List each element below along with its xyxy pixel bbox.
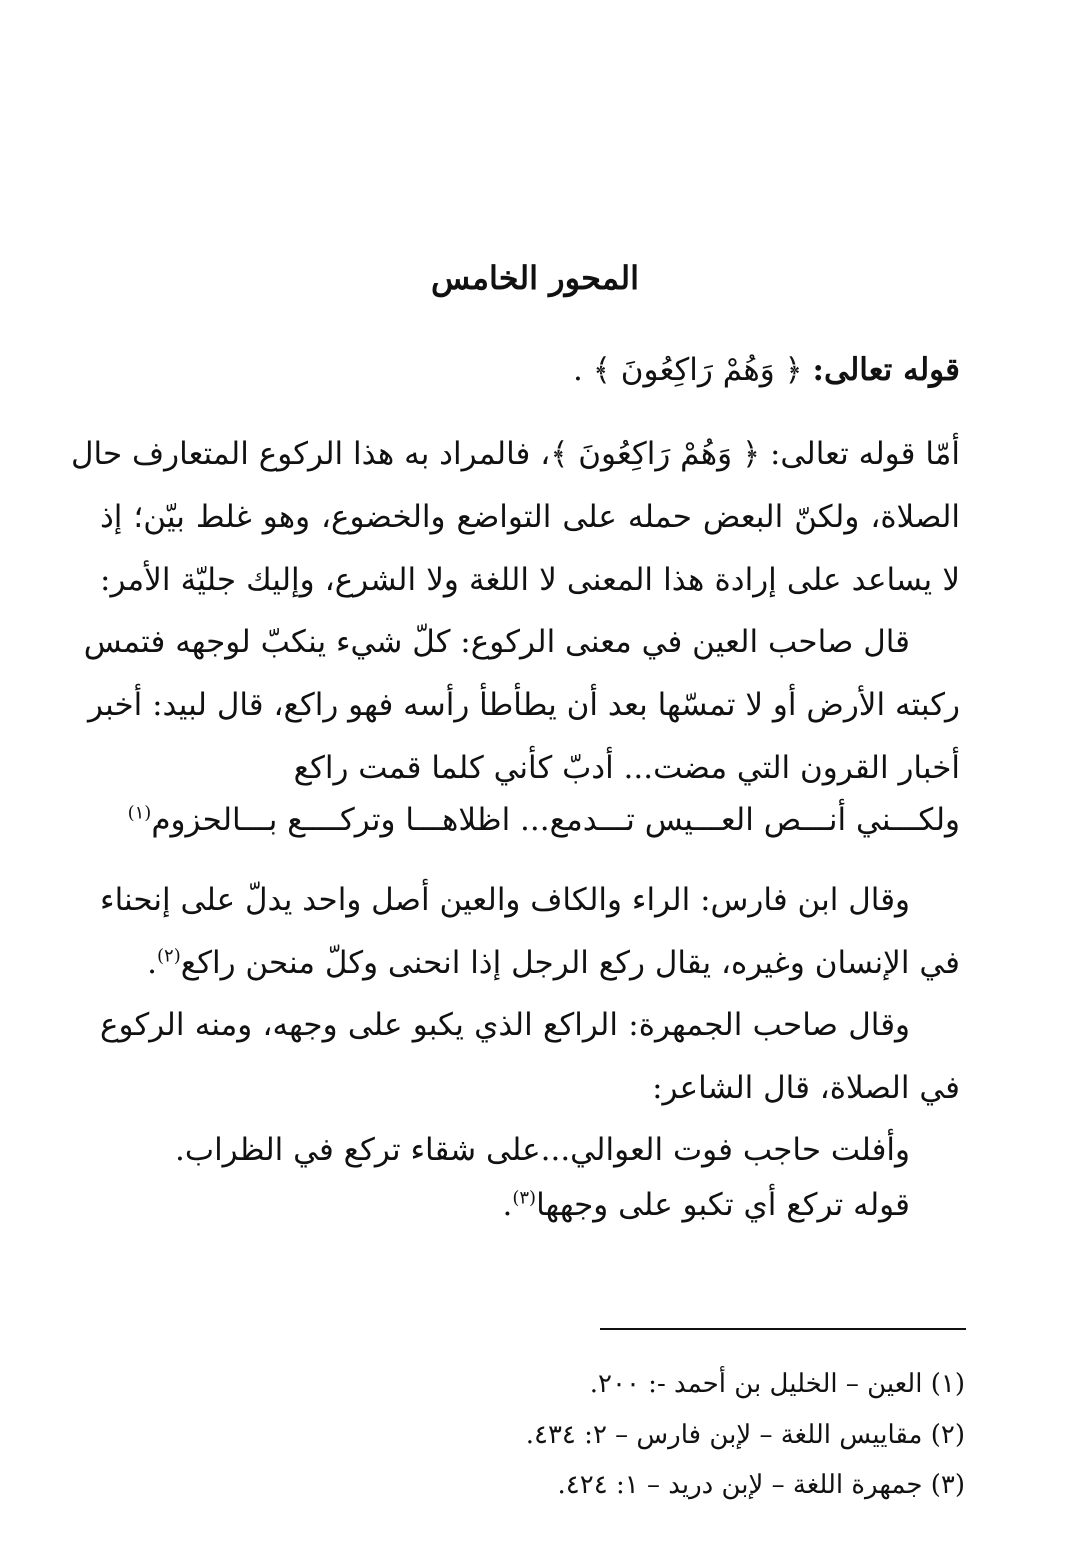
paragraph-3-line-2-text: في الإنسان وغيره، يقال ركع الرجل إذا انحنى وكلّ منحن راكع [180, 945, 960, 981]
footnote-ref-3: (٣) [512, 1187, 537, 1209]
paragraph-1-line-3: لا يساعد على إرادة هذا المعنى لا اللغة ولا الشرع، وإليك جليّة الأمر: [100, 562, 960, 598]
chapter-title: المحور الخامس [431, 259, 639, 297]
footnote-separator [600, 1328, 966, 1330]
paragraph-4-line-4 [100, 1185, 910, 1225]
paragraph-1-line-2: الصلاة، ولكنّ البعض حمله على التواضع والخضوع، وهو غلط بيّن؛ إذ [100, 499, 960, 535]
paragraph-1-line-1: أمّا قوله تعالى: ﴿ وَهُمْ رَاكِعُونَ ﴾، فالمراد به هذا الركوع المتعارف حال [71, 436, 960, 472]
paragraph-3-line-2-end: . [147, 945, 157, 981]
paragraph-2-line-3: أخبار القرون التي مضت... أدبّ كأني كلما قمت راكع [293, 750, 960, 786]
verse-heading [100, 350, 960, 390]
footnote-ref-1: (١) [127, 802, 152, 824]
verse-heading-label: قوله تعالى: [812, 352, 960, 388]
verse-heading-end: . [573, 352, 583, 388]
paragraph-4-line-4-text: قوله تركع أي تكبو على وجهها [536, 1187, 910, 1223]
poem-line [100, 800, 960, 840]
paragraph-2-line-2: ركبته الأرض أو لا تمسّها بعد أن يطأطأ رأسه فهو راكع، قال لبيد: أخبر [88, 687, 960, 723]
paragraph-3-line-1: وقال ابن فارس: الراء والكاف والعين أصل واحد يدلّ على إنحناء [100, 882, 910, 918]
quran-verse: ﴿ وَهُمْ رَاكِعُونَ ﴾ [592, 352, 803, 388]
footnote-ref-2: (٢) [156, 945, 181, 967]
paragraph-2-line-1: قال صاحب العين في معنى الركوع: كلّ شيء ينكبّ لوجهه فتمس [83, 624, 910, 660]
poetry-verse: وأفلت حاجب فوت العوالي...على شقاء تركع في الظراب. [175, 1132, 910, 1168]
footnote-3: (٣) جمهرة اللغة – لإبن دريد – ١: ٤٢٤. [557, 1470, 965, 1500]
footnote-1: (١) العين – الخليل بن أحمد -: ٢٠٠. [589, 1369, 965, 1399]
paragraph-4-line-1: وقال صاحب الجمهرة: الراكع الذي يكبو على وجهه، ومنه الركوع [100, 1007, 910, 1043]
paragraph-3-line-2 [100, 943, 960, 983]
poem-text: ولكـــني أنـــص العـــيس تـــدمع... اظلاهـــا وتركــــع بـــالحزوم [151, 802, 960, 838]
footnote-2: (٢) مقاييس اللغة – لإبن فارس – ٢: ٤٣٤. [525, 1420, 965, 1450]
paragraph-4-line-4-end: . [502, 1187, 513, 1223]
paragraph-4-line-2: في الصلاة، قال الشاعر: [652, 1070, 960, 1106]
